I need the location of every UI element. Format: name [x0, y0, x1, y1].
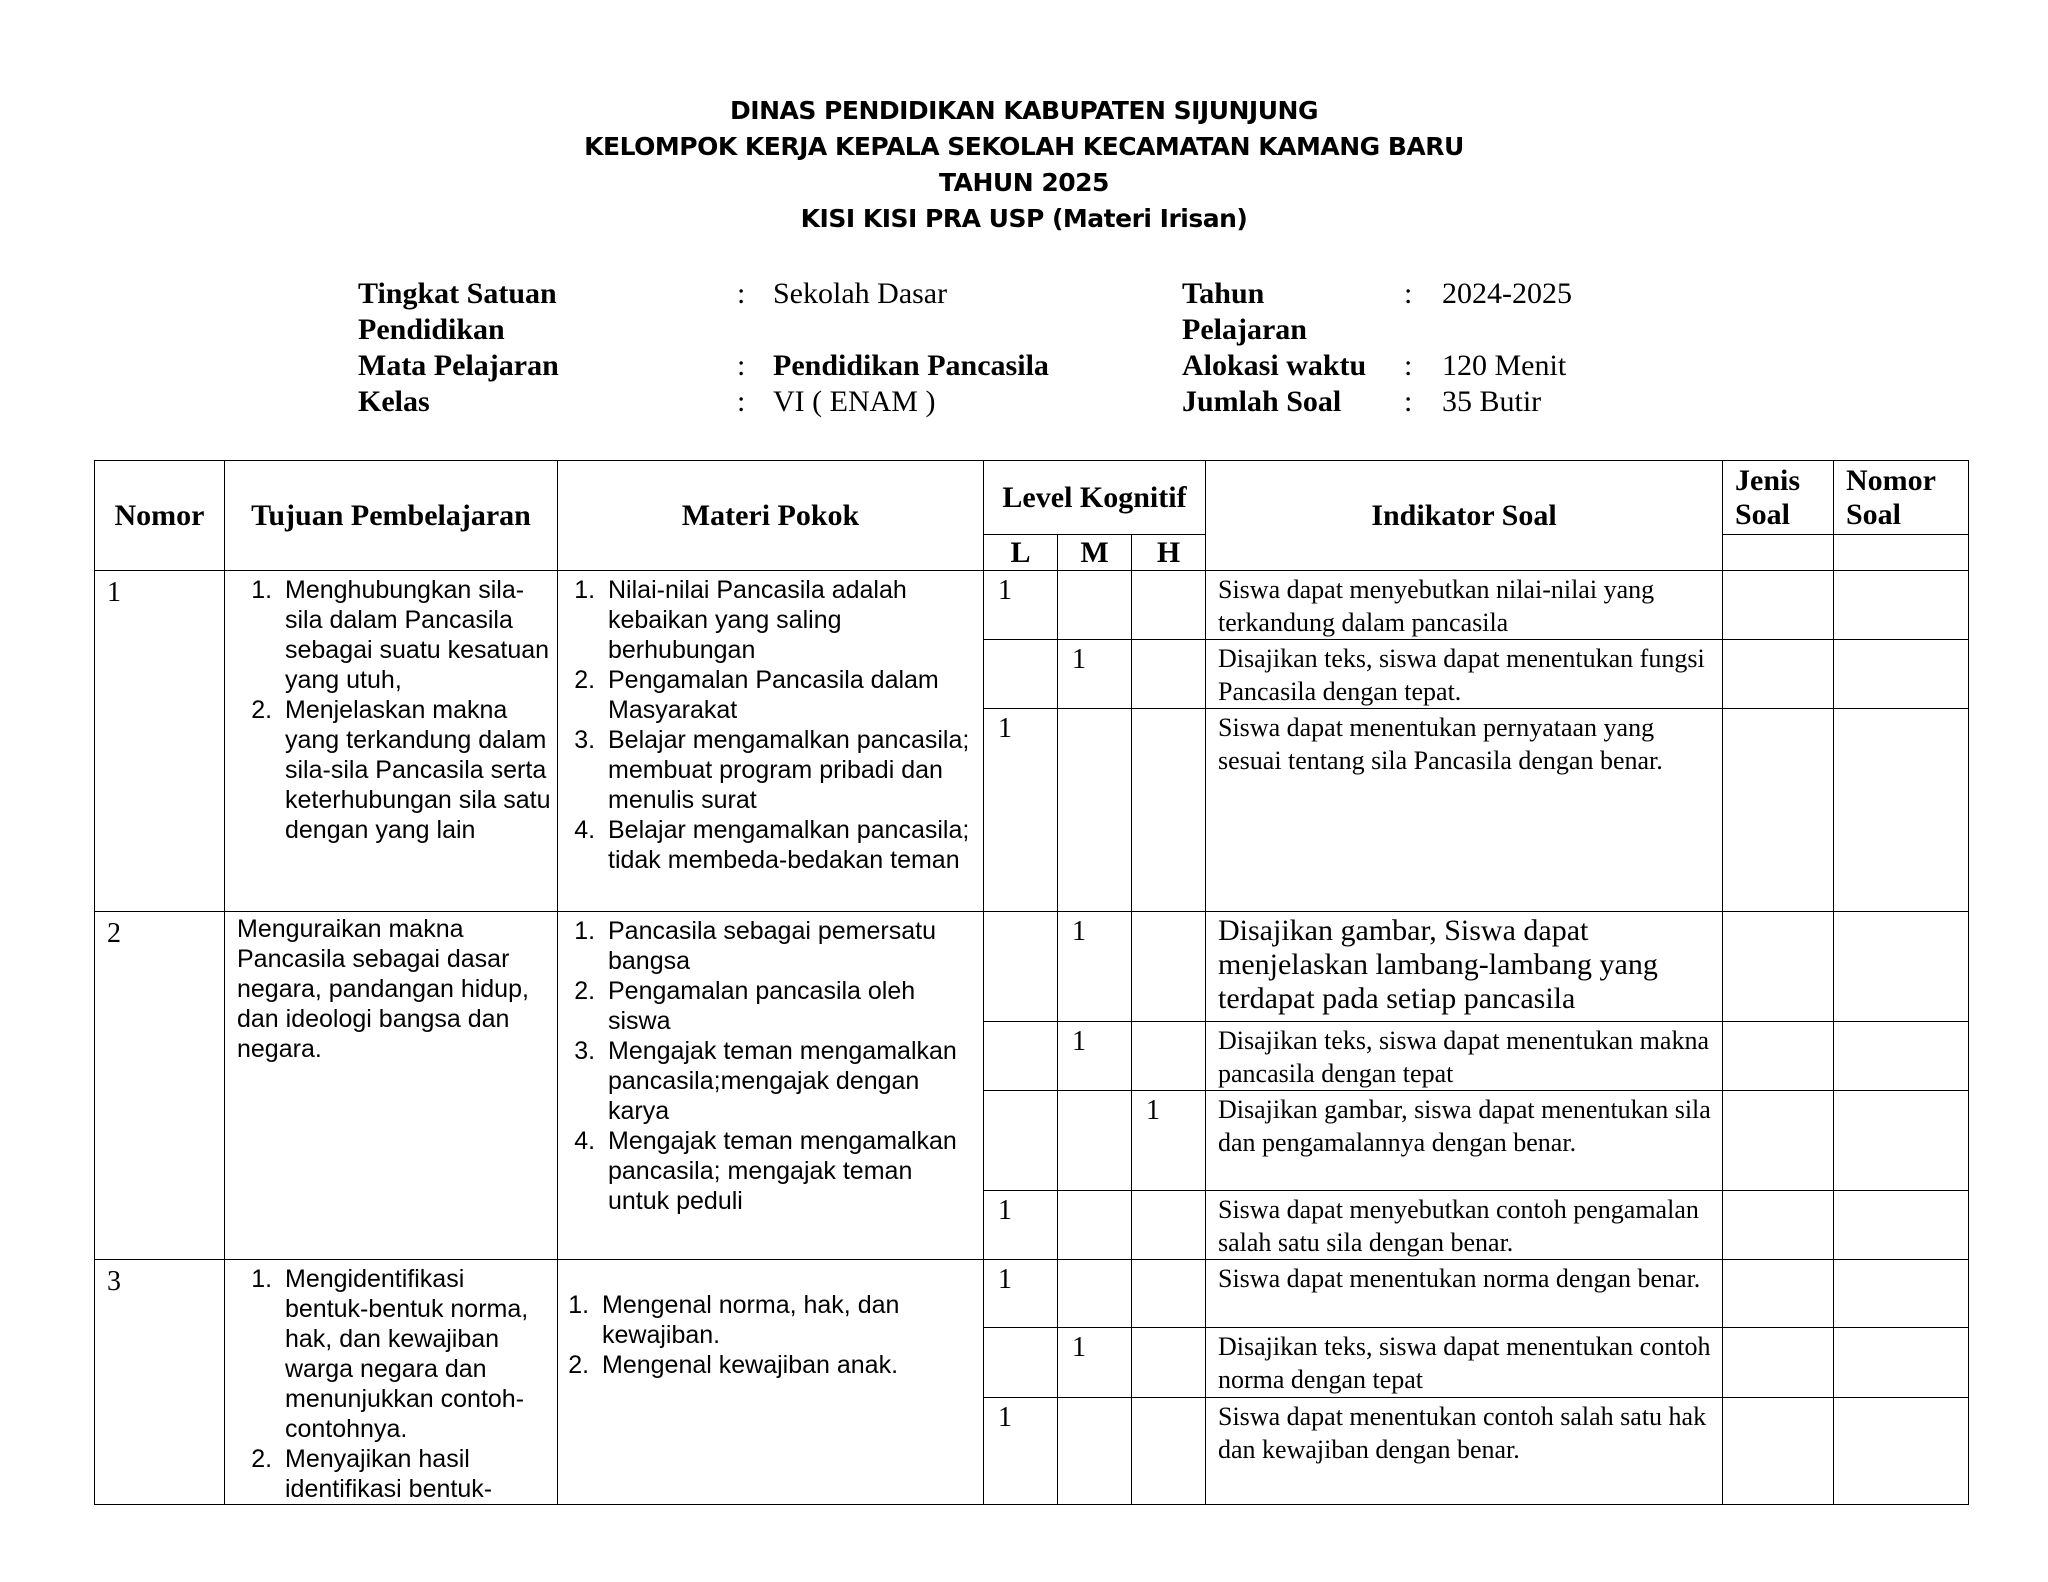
level-l: 1	[984, 1397, 1058, 1504]
tingkat-value: Sekolah Dasar	[773, 277, 948, 310]
level-h	[1132, 1191, 1206, 1260]
level-h	[1132, 1397, 1206, 1504]
nomor-soal-cell	[1834, 1397, 1969, 1504]
list-item: 2. Menyajikan hasil identifikasi bentuk-	[279, 1444, 551, 1504]
list-item: 1. Mengenal norma, hak, dan kewajiban.	[596, 1290, 977, 1350]
indikator-soal: Disajikan teks, siswa dapat menentukan makna pancasila dengan tepat	[1206, 1022, 1723, 1091]
list-item: 1. Nilai-nilai Pancasila adalah kebaikan yang saling berhubungan	[602, 575, 977, 665]
jenis-soal-cell	[1723, 1022, 1834, 1091]
level-h	[1132, 912, 1206, 1022]
header-l: L	[984, 535, 1058, 571]
nomor-soal-cell	[1834, 640, 1969, 709]
list-item: 4. Mengajak teman mengamalkan pancasila; mengajak teman untuk peduli	[602, 1126, 977, 1216]
level-l: 1	[984, 1260, 1058, 1328]
level-l	[984, 912, 1058, 1022]
group-2-nomor: 2	[95, 912, 225, 1260]
jumlah-value: 35 Butir	[1442, 385, 1542, 418]
level-h	[1132, 709, 1206, 912]
indikator-soal: Siswa dapat menentukan norma dengan benar.	[1206, 1260, 1723, 1328]
header-materi: Materi Pokok	[558, 461, 984, 571]
jenis-soal-cell	[1723, 1091, 1834, 1191]
alokasi-label: Alokasi waktu	[1182, 349, 1367, 382]
group-1-tujuan	[225, 571, 558, 912]
header-line-3: TAHUN 2025	[939, 168, 1109, 197]
jumlah-colon: :	[1404, 385, 1413, 418]
header-line-2: KELOMPOK KERJA KEPALA SEKOLAH KECAMATAN KAMANG BARU	[584, 132, 1464, 161]
header-nomor-blank	[1834, 535, 1969, 571]
level-m	[1058, 1091, 1132, 1191]
level-m	[1058, 1260, 1132, 1328]
level-m	[1058, 1397, 1132, 1504]
jenis-soal-cell	[1723, 1191, 1834, 1260]
header-m: M	[1058, 535, 1132, 571]
indikator-soal: Disajikan teks, siswa dapat menentukan contoh norma dengan tepat	[1206, 1327, 1723, 1397]
jenis-soal-cell	[1723, 912, 1834, 1022]
level-h: 1	[1132, 1091, 1206, 1191]
indikator-soal: Siswa dapat menentukan pernyataan yang sesuai tentang sila Pancasila dengan benar.	[1206, 709, 1723, 912]
jumlah-label: Jumlah Soal	[1182, 385, 1342, 418]
tingkat-label: Tingkat Satuan Pendidikan	[358, 277, 557, 346]
group-3-tujuan	[225, 1260, 558, 1505]
table-row	[95, 1260, 1969, 1328]
header-h: H	[1132, 535, 1206, 571]
level-m: 1	[1058, 1327, 1132, 1397]
header-indikator: Indikator Soal	[1206, 461, 1723, 571]
jenis-soal-cell	[1723, 709, 1834, 912]
header-nomor: Nomor	[95, 461, 225, 571]
level-m: 1	[1058, 912, 1132, 1022]
jenis-soal-cell	[1723, 571, 1834, 640]
nomor-soal-cell	[1834, 912, 1969, 1022]
tingkat-colon: :	[737, 277, 746, 310]
nomor-soal-cell	[1834, 571, 1969, 640]
header-jenis-blank	[1723, 535, 1834, 571]
indikator-soal: Siswa dapat menyebutkan contoh pengamalan salah satu sila dengan benar.	[1206, 1191, 1723, 1260]
list-item: 1. Pancasila sebagai pemersatu bangsa	[602, 916, 977, 976]
group-3-nomor: 3	[95, 1260, 225, 1505]
mapel-value: Pendidikan Pancasila	[773, 349, 1049, 382]
list-item: 2. Mengenal kewajiban anak.	[596, 1350, 977, 1380]
nomor-soal-cell	[1834, 1022, 1969, 1091]
kelas-colon: :	[737, 385, 746, 418]
group-2-materi	[558, 912, 984, 1260]
header-jenis-soal: Jenis Soal	[1723, 461, 1834, 535]
jenis-soal-cell	[1723, 1397, 1834, 1504]
level-h	[1132, 640, 1206, 709]
kelas-label: Kelas	[358, 385, 430, 418]
list-item: 4. Belajar mengamalkan pancasila; tidak membeda-bedakan teman	[602, 815, 977, 875]
nomor-soal-cell	[1834, 1191, 1969, 1260]
jenis-soal-cell	[1723, 1327, 1834, 1397]
table-header-row	[95, 461, 1969, 535]
level-l	[984, 1022, 1058, 1091]
indikator-soal: Disajikan teks, siswa dapat menentukan fungsi Pancasila dengan tepat.	[1206, 640, 1723, 709]
header-line-4: KISI KISI PRA USP (Materi Irisan)	[800, 204, 1248, 233]
header-level: Level Kognitif	[984, 461, 1206, 535]
nomor-soal-cell	[1834, 1327, 1969, 1397]
mapel-label: Mata Pelajaran	[358, 349, 559, 382]
level-m	[1058, 709, 1132, 912]
table-row	[95, 912, 1969, 1022]
level-l	[984, 640, 1058, 709]
indikator-soal: Disajikan gambar, Siswa dapat menjelaskan lambang-lambang yang terdapat pada setiap pancasila	[1206, 912, 1723, 1022]
level-h	[1132, 1260, 1206, 1328]
alokasi-value: 120 Menit	[1442, 349, 1567, 382]
group-2-tujuan	[225, 912, 558, 1260]
list-item: 1. Mengidentifikasi bentuk-bentuk norma, hak, dan kewajiban warga negara dan menunjukkan contoh-contohnya.	[279, 1264, 551, 1444]
kelas-value: VI ( ENAM )	[773, 385, 936, 418]
list-item: 2. Pengamalan Pancasila dalam Masyarakat	[602, 665, 977, 725]
level-m	[1058, 571, 1132, 640]
list-item: 3. Mengajak teman mengamalkan pancasila;mengajak dengan karya	[602, 1036, 977, 1126]
indikator-soal: Siswa dapat menyebutkan nilai-nilai yang terkandung dalam pancasila	[1206, 571, 1723, 640]
nomor-soal-cell	[1834, 709, 1969, 912]
list-item: 2. Pengamalan pancasila oleh siswa	[602, 976, 977, 1036]
nomor-soal-cell	[1834, 1091, 1969, 1191]
level-h	[1132, 1022, 1206, 1091]
table-row	[95, 571, 1969, 640]
list-item: 1. Menghubungkan sila-sila dalam Pancasila sebagai suatu kesatuan yang utuh,	[279, 575, 551, 695]
indikator-soal: Disajikan gambar, siswa dapat menentukan sila dan pengamalannya dengan benar.	[1206, 1091, 1723, 1191]
header-nomor-soal: Nomor Soal	[1834, 461, 1969, 535]
indikator-soal: Siswa dapat menentukan contoh salah satu hak dan kewajiban dengan benar.	[1206, 1397, 1723, 1504]
group-3-materi	[558, 1260, 984, 1505]
group-1-materi	[558, 571, 984, 912]
header-line-1: DINAS PENDIDIKAN KABUPATEN SIJUNJUNG	[730, 96, 1318, 125]
level-l: 1	[984, 709, 1058, 912]
tahun-label: Tahun Pelajaran	[1182, 277, 1307, 346]
level-l: 1	[984, 571, 1058, 640]
level-m	[1058, 1191, 1132, 1260]
kisi-table	[94, 460, 1969, 1505]
tahun-value: 2024-2025	[1442, 277, 1572, 310]
level-h	[1132, 1327, 1206, 1397]
nomor-soal-cell	[1834, 1260, 1969, 1328]
level-l	[984, 1091, 1058, 1191]
level-m: 1	[1058, 640, 1132, 709]
alokasi-colon: :	[1404, 349, 1413, 382]
mapel-colon: :	[737, 349, 746, 382]
list-item: 3. Belajar mengamalkan pancasila; membuat program pribadi dan menulis surat	[602, 725, 977, 815]
tujuan-text: Menguraikan makna Pancasila sebagai dasar negara, pandangan hidup, dan ideologi bangsa dan negara.	[237, 915, 529, 1063]
jenis-soal-cell	[1723, 1260, 1834, 1328]
level-m: 1	[1058, 1022, 1132, 1091]
list-item: 2. Menjelaskan makna yang terkandung dalam sila-sila Pancasila serta keterhubungan sila satu dengan yang lain	[279, 695, 551, 845]
level-h	[1132, 571, 1206, 640]
header-tujuan: Tujuan Pembelajaran	[225, 461, 558, 571]
tahun-colon: :	[1404, 277, 1413, 310]
level-l: 1	[984, 1191, 1058, 1260]
jenis-soal-cell	[1723, 640, 1834, 709]
group-1-nomor: 1	[95, 571, 225, 912]
level-l	[984, 1327, 1058, 1397]
